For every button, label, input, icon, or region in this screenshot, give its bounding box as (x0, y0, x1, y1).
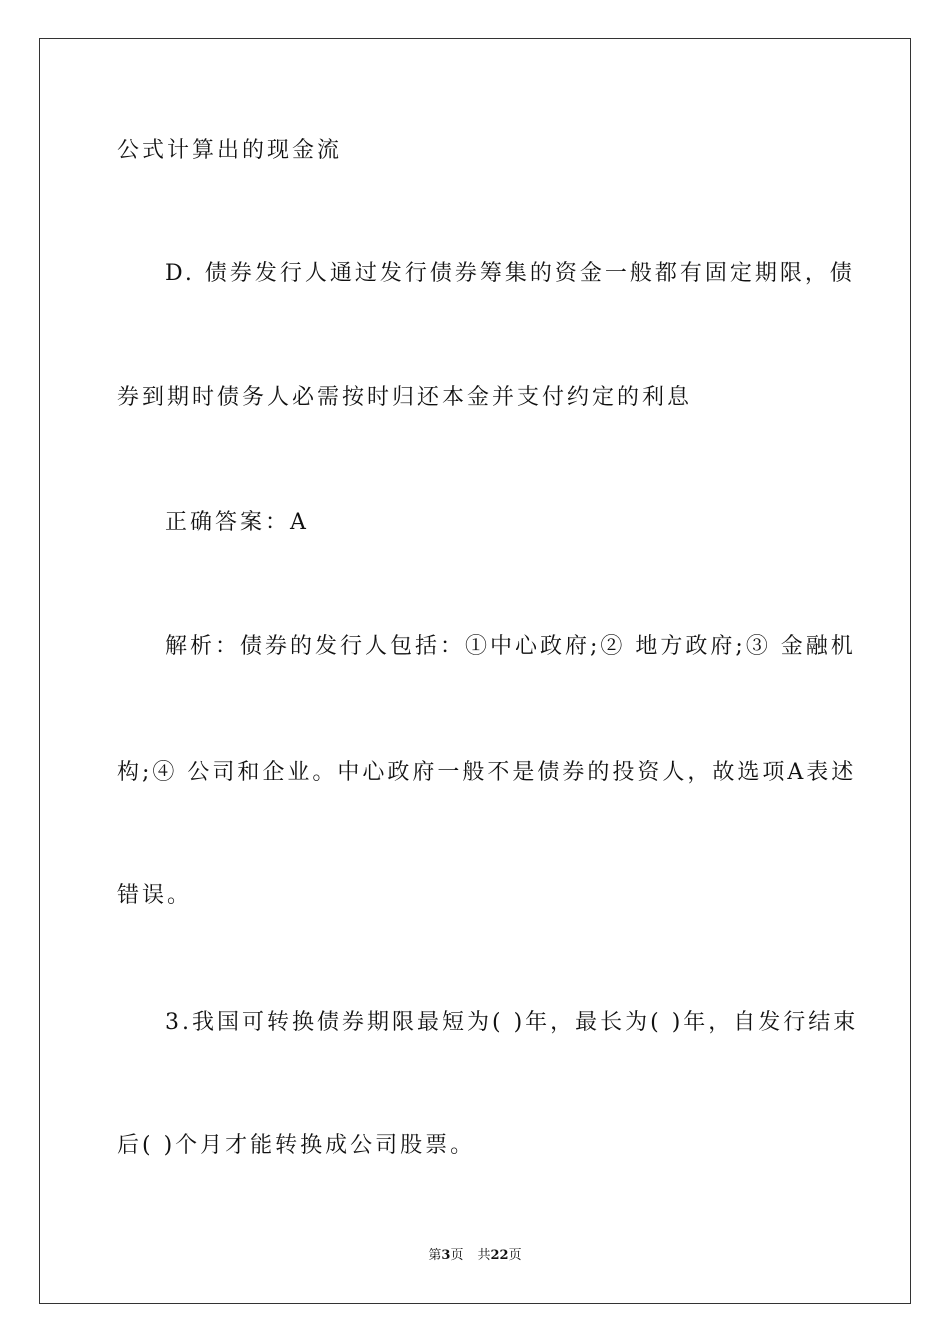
analysis-line-1: 解析：债券的发行人包括：①中心政府;② 地方政府;③ 金融机 (165, 634, 856, 659)
footer-page-prefix: 第 (428, 1248, 442, 1263)
question-3-line-2: 后( )个月才能转换成公司股票。 (117, 1133, 476, 1158)
footer-page-number: 3 (441, 1248, 451, 1263)
analysis-line-3: 错误。 (117, 883, 193, 908)
option-d-line-1: D. 债券发行人通过发行债券筹集的资金一般都有固定期限，债 (165, 261, 855, 286)
text-line-continuation: 公式计算出的现金流 (117, 138, 343, 163)
footer-total-suffix: 页 (508, 1248, 522, 1263)
analysis-line-2: 构;④ 公司和企业。中心政府一般不是债券的投资人，故选项A表述 (117, 760, 857, 785)
footer-total-number: 22 (490, 1248, 509, 1263)
footer-page-suffix: 页 (450, 1248, 464, 1263)
question-3-line-1: 3.我国可转换债券期限最短为( )年，最长为( )年，自发行结束 (165, 1010, 859, 1035)
option-d-line-2: 券到期时债务人必需按时归还本金并支付约定的利息 (117, 385, 693, 410)
footer-total-prefix: 共 (477, 1248, 491, 1263)
correct-answer: 正确答案：A (165, 510, 309, 535)
page-border (39, 38, 911, 1304)
page-footer (0, 1247, 950, 1265)
